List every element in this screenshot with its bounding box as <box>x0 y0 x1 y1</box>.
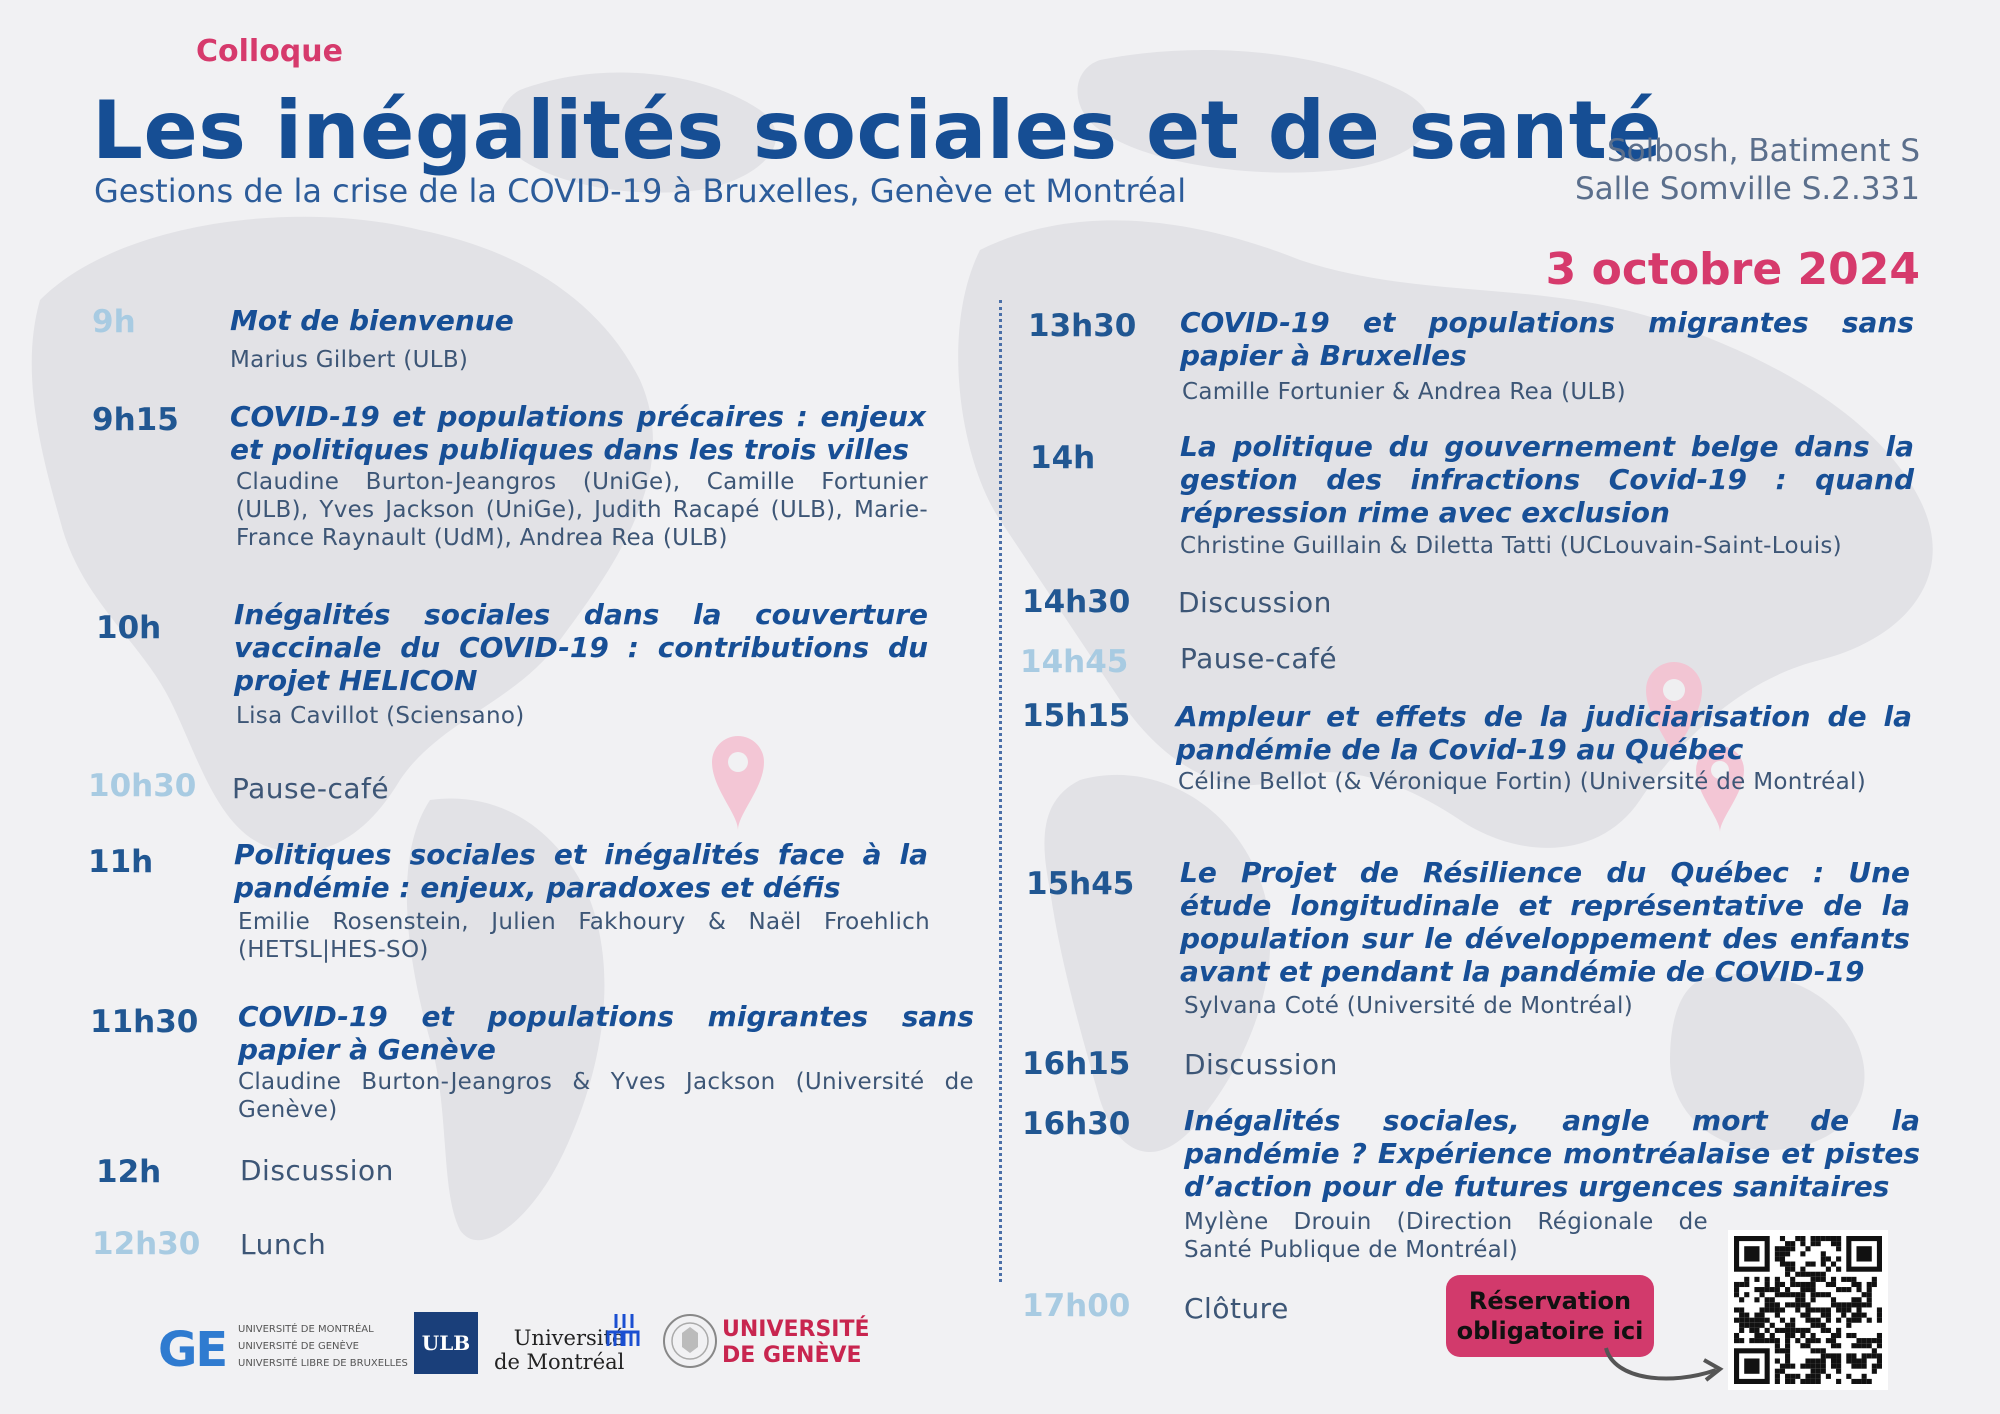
ge-logo-line: UNIVERSITÉ LIBRE DE BRUXELLES <box>238 1358 408 1369</box>
talk-speakers: Christine Guillain & Diletta Tatti (UCLouvain-Saint-Louis) <box>1180 533 1842 559</box>
talk-title: Le Projet de Résilience du Québec : Une étude longitudinale et représentative de la population sur le développement des enfants avant et pendant la pandémie de COVID-19 <box>1180 856 1910 988</box>
break-label: Pause-café <box>1180 642 1338 675</box>
venue-room: Salle Somville S.2.331 <box>1574 171 1920 207</box>
talk-speakers: Claudine Burton-Jeangros & Yves Jackson (Université de Genève) <box>238 1069 974 1123</box>
schedule-time: 15h45 <box>1026 866 1135 902</box>
ulb-logo: ULB <box>414 1312 478 1374</box>
schedule-time: 15h15 <box>1022 698 1131 734</box>
venue-building: Solbosh, Batiment S <box>1606 133 1920 169</box>
qr-code-graphic <box>1734 1236 1882 1384</box>
reservation-label: Réservation <box>1468 1287 1632 1315</box>
schedule-time: 10h <box>96 610 162 646</box>
schedule-time: 13h30 <box>1028 308 1137 344</box>
schedule-time: 11h <box>88 844 154 880</box>
talk-title: Inégalités sociales dans la couverture vaccinale du COVID-19 : contributions du projet HELICON <box>234 598 928 697</box>
schedule-time: 12h30 <box>92 1226 201 1262</box>
ge-logo-line: UNIVERSITÉ DE MONTRÉAL <box>238 1324 374 1335</box>
talk-title: COVID-19 et populations migrantes sans papier à Genève <box>238 1000 974 1066</box>
talk-title: COVID-19 et populations migrantes sans papier à Bruxelles <box>1180 306 1914 372</box>
event-date: 3 octobre 2024 <box>1545 244 1920 295</box>
break-label: Lunch <box>240 1228 327 1261</box>
break-label: Clôture <box>1184 1292 1289 1325</box>
talk-speakers: Marius Gilbert (ULB) <box>230 347 469 373</box>
event-kicker: Colloque <box>196 34 343 69</box>
udem-mark-icon <box>604 1310 644 1350</box>
schedule-time: 17h00 <box>1022 1288 1131 1324</box>
talk-speakers: Claudine Burton-Jeangros (UniGe), Camille Fortunier (ULB), Yves Jackson (UniGe), Judith Racapé (ULB), Marie-France Raynault (UdM), Andrea Rea (ULB) <box>236 469 928 551</box>
break-label: Discussion <box>1178 586 1332 619</box>
schedule-time: 9h <box>92 304 136 340</box>
talk-speakers: Camille Fortunier & Andrea Rea (ULB) <box>1182 379 1626 405</box>
schedule-time: 14h45 <box>1020 644 1129 680</box>
udem-logo-line: Université <box>513 1326 625 1350</box>
talk-title: COVID-19 et populations précaires : enjeux et politiques publiques dans les trois villes <box>230 400 926 466</box>
talk-speakers: Lisa Cavillot (Sciensano) <box>236 703 525 729</box>
schedule-time: 14h <box>1030 440 1096 476</box>
schedule-time: 9h15 <box>92 402 179 438</box>
break-label: Discussion <box>240 1154 394 1187</box>
break-label: Discussion <box>1184 1048 1338 1081</box>
break-label: Pause-café <box>232 772 390 805</box>
qr-code-icon[interactable] <box>1728 1230 1888 1390</box>
talk-speakers: Céline Bellot (& Véronique Fortin) (Université de Montréal) <box>1178 769 1866 795</box>
talk-title: Mot de bienvenue <box>230 304 514 337</box>
unige-logo-line: UNIVERSITÉ <box>722 1317 870 1342</box>
talk-title: La politique du gouvernement belge dans la gestion des infractions Covid-19 : quand répression rime avec exclusion <box>1180 430 1914 529</box>
schedule-time: 12h <box>96 1154 162 1190</box>
unige-logo <box>722 1317 870 1369</box>
schedule-time: 10h30 <box>88 768 197 804</box>
talk-speakers: Emilie Rosenstein, Julien Fakhoury & Naël Froehlich (HETSL|HES-SO) <box>238 909 930 963</box>
page-subtitle: Gestions de la crise de la COVID-19 à Bruxelles, Genève et Montréal <box>94 172 1187 210</box>
udem-logo-line: de Montréal <box>494 1350 625 1374</box>
schedule-time: 16h15 <box>1022 1046 1131 1082</box>
schedule-time: 11h30 <box>90 1004 199 1040</box>
ge-logo-line: UNIVERSITÉ DE GENÈVE <box>238 1341 359 1352</box>
map-pin-icon <box>712 736 764 830</box>
ge-logo-text <box>238 1321 408 1372</box>
talk-speakers: Mylène Drouin (Direction Régionale de Santé Publique de Montréal) <box>1184 1209 1708 1263</box>
schedule-time: 14h30 <box>1022 584 1131 620</box>
reservation-label: obligatoire ici <box>1456 1317 1644 1345</box>
talk-title: Inégalités sociales, angle mort de la pandémie ? Expérience montréalaise et pistes d’action pour de futures urgences sanitaires <box>1184 1104 1920 1203</box>
arrow-icon <box>1600 1340 1730 1390</box>
university-seal-icon <box>662 1313 718 1369</box>
page-title: Les inégalités sociales et de santé <box>92 84 1663 177</box>
talk-title: Politiques sociales et inégalités face à la pandémie : enjeux, paradoxes et défis <box>234 838 928 904</box>
talk-speakers: Sylvana Coté (Université de Montréal) <box>1184 993 1633 1019</box>
venue <box>1575 132 1920 208</box>
column-divider <box>999 300 1002 1282</box>
talk-title: Ampleur et effets de la judiciarisation de la pandémie de la Covid-19 au Québec <box>1176 700 1912 766</box>
ge-logo: GE <box>158 1322 227 1378</box>
unige-logo-line: DE GENÈVE <box>722 1343 862 1368</box>
schedule-time: 16h30 <box>1022 1106 1131 1142</box>
